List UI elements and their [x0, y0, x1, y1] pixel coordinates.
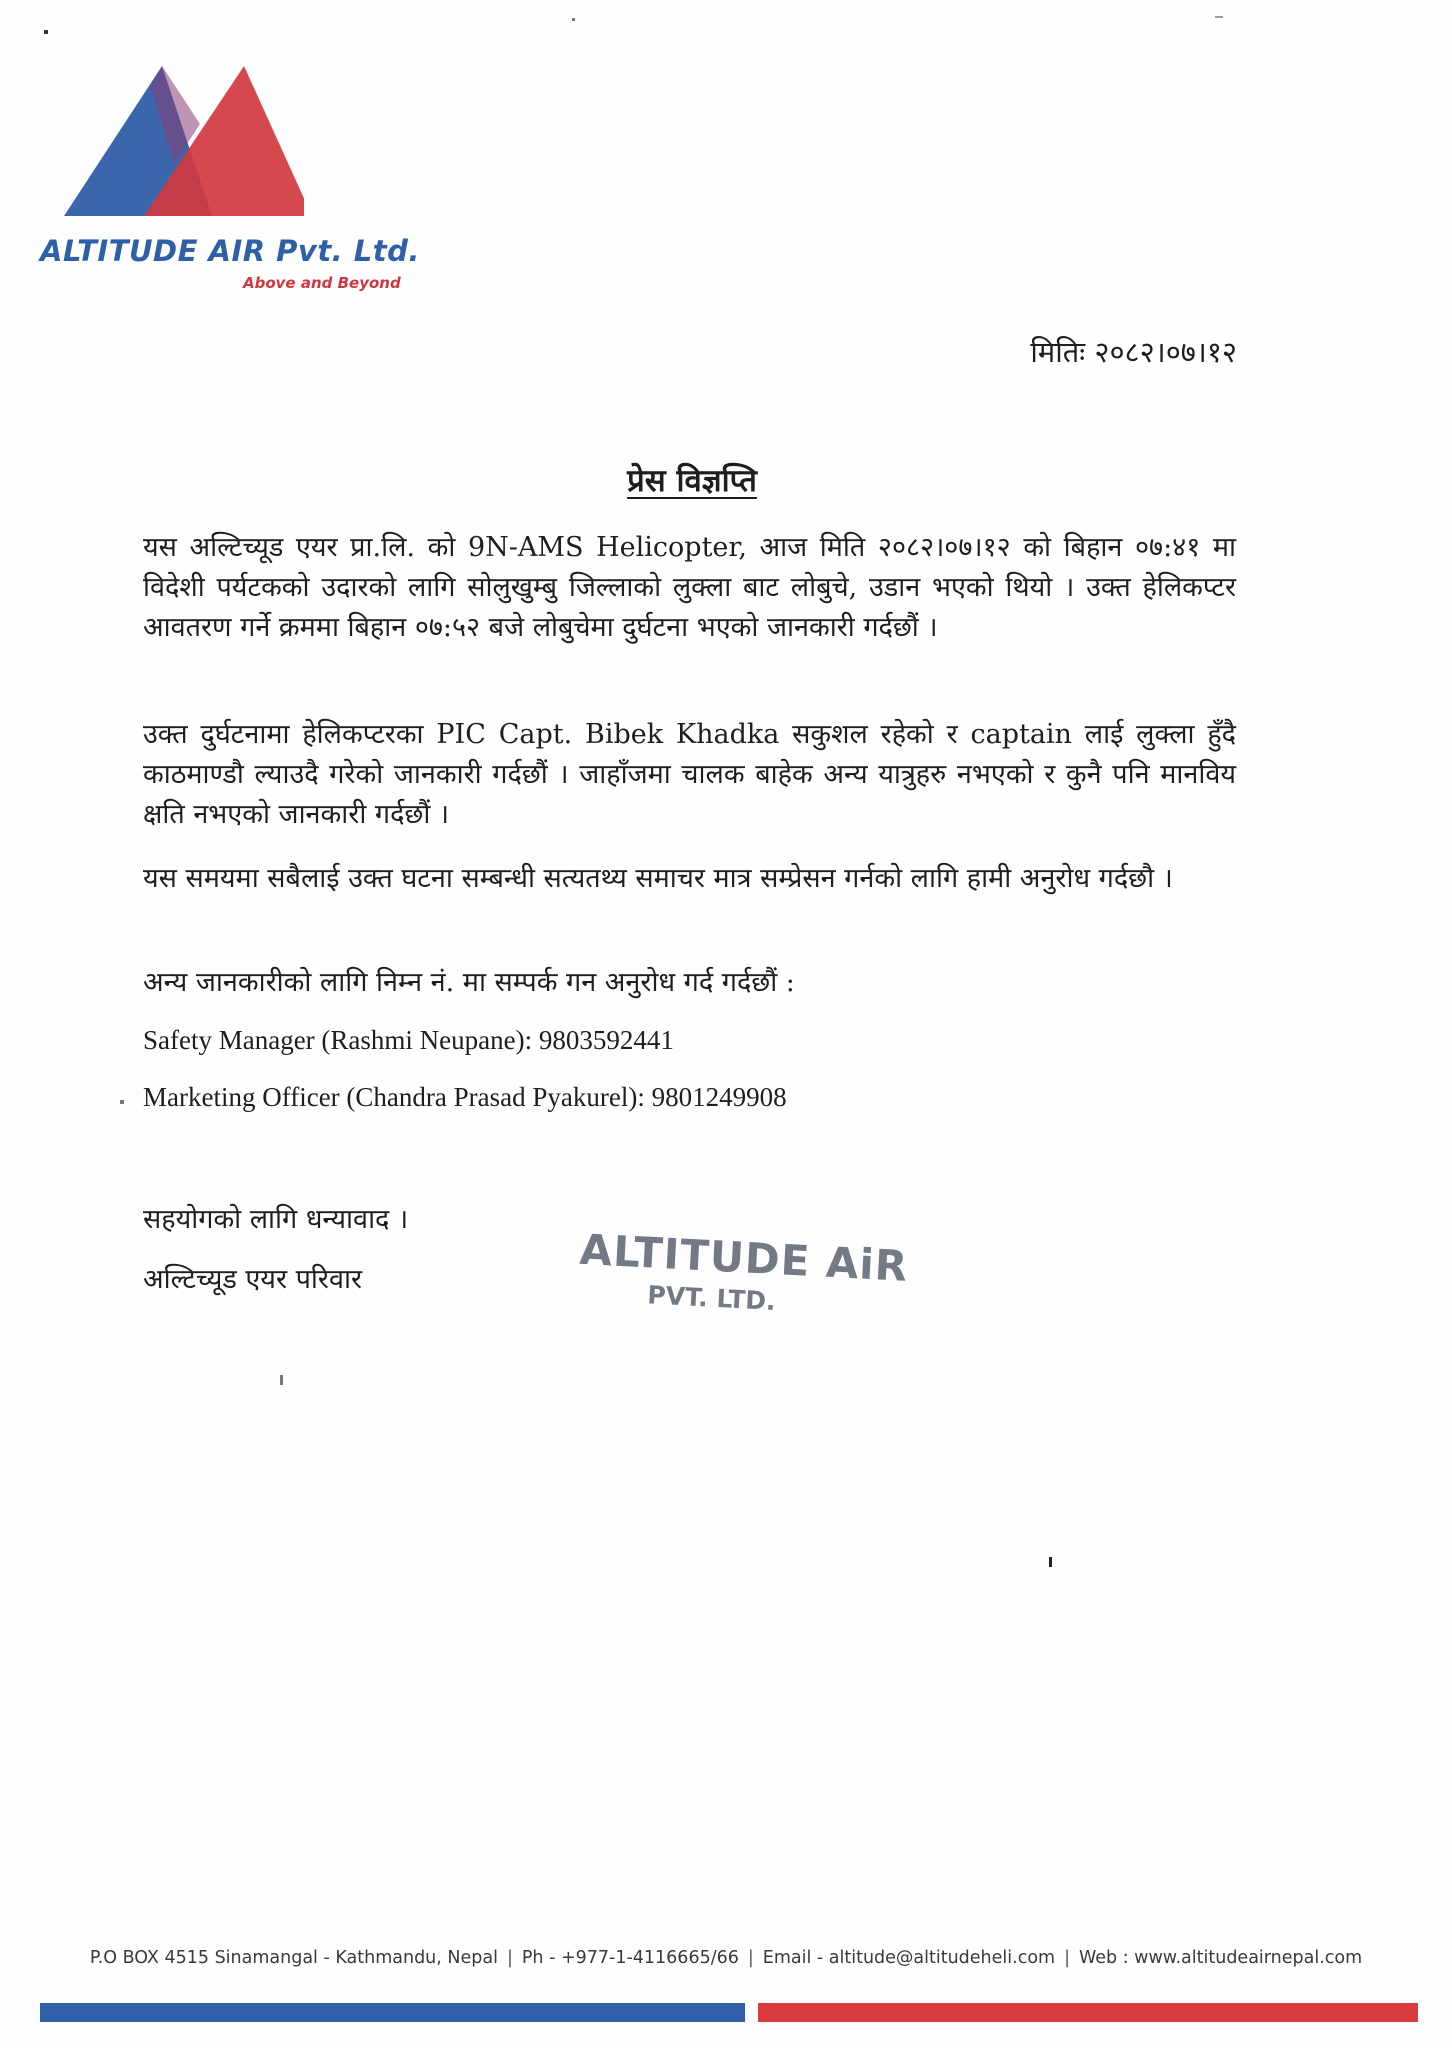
- contact-line: Safety Manager (Rashmi Neupane): 9803592441: [143, 1025, 674, 1055]
- footer-phone: Ph - +977-1-4116665/66: [521, 1948, 739, 1968]
- altitude-triangles-icon: [64, 64, 304, 224]
- footer-separator: |: [506, 1948, 513, 1968]
- footer-bar-red: [758, 2003, 1418, 2022]
- closing-signoff: अल्टिच्यूड एयर परिवार: [143, 1264, 363, 1295]
- company-name: ALTITUDE AIR Pvt. Ltd.: [40, 234, 420, 268]
- page-title: [0, 459, 1452, 501]
- paragraph: अन्य जानकारीको लागि निम्न नं. मा सम्पर्क गन अनुरोध गर्द गर्दछौं :: [143, 967, 795, 998]
- scan-speck: [120, 1100, 124, 1104]
- company-logo: [40, 64, 440, 304]
- footer-email: Email - altitude@altitudeheli.com: [762, 1948, 1056, 1968]
- letter-date: मितिः २०८२।०७।१२: [1030, 335, 1237, 369]
- footer-separator: |: [747, 1948, 754, 1968]
- scan-speck: [280, 1375, 283, 1385]
- title-text: प्रेस विज्ञप्ति: [627, 463, 757, 499]
- stamp-line: ALTITUDE AiR: [578, 1224, 910, 1291]
- letter-footer: [0, 1948, 1452, 1968]
- footer-address: P.O BOX 4515 Sinamangal - Kathmandu, Nepal: [89, 1948, 498, 1968]
- company-stamp: [565, 1224, 910, 1350]
- stamp-line: PVT. LTD.: [646, 1280, 777, 1317]
- paragraph: उक्त दुर्घटनामा हेलिकप्टरका PIC Capt. Bibek Khadka सकुशल रहेको र captain लाई लुक्ला हुँदै काठमाण्डौ ल्याउदै गरेको जानकारी गर्दछौं । जाहाँजमा चालक बाहेक अन्य यात्रुहरु नभएको र कुनै पनि मानविय क्षति नभएको जानकारी गर्दछौं ।: [143, 719, 1236, 830]
- scan-speck: [572, 18, 575, 21]
- paragraph: यस समयमा सबैलाई उक्त घटना सम्बन्धी सत्यतथ्य समाचर मात्र सम्प्रेसन गर्नको लागि हामी अनुरोध गर्दछौ ।: [143, 863, 1173, 894]
- footer-separator: |: [1064, 1948, 1070, 1968]
- contact-line: Marketing Officer (Chandra Prasad Pyakurel): 9801249908: [143, 1082, 787, 1112]
- footer-web: Web : www.altitudeairnepal.com: [1078, 1948, 1363, 1968]
- scan-speck: [44, 30, 48, 34]
- scan-speck: [1049, 1557, 1052, 1567]
- paragraph: यस अल्टिच्यूड एयर प्रा.लि. को 9N-AMS Helicopter, आज मिति २०८२।०७।१२ को बिहान ०७:४१ मा विदेशी पर्यटकको उदारको लागि सोलुखुम्बु जिल्लाको लुक्ला बाट लोबुचे, उडान भएको थियो । उक्त हेलिकप्टर आवतरण गर्ने क्रममा बिहान ०७:५२ बजे लोबुचेमा दुर्घटना भएको जानकारी गर्दछौं ।: [143, 532, 1236, 643]
- company-tagline: Above and Beyond: [243, 274, 401, 292]
- scan-speck: [1215, 16, 1223, 18]
- closing-thanks: सहयोगको लागि धन्यावाद ।: [143, 1204, 409, 1235]
- footer-bar-blue: [40, 2003, 745, 2022]
